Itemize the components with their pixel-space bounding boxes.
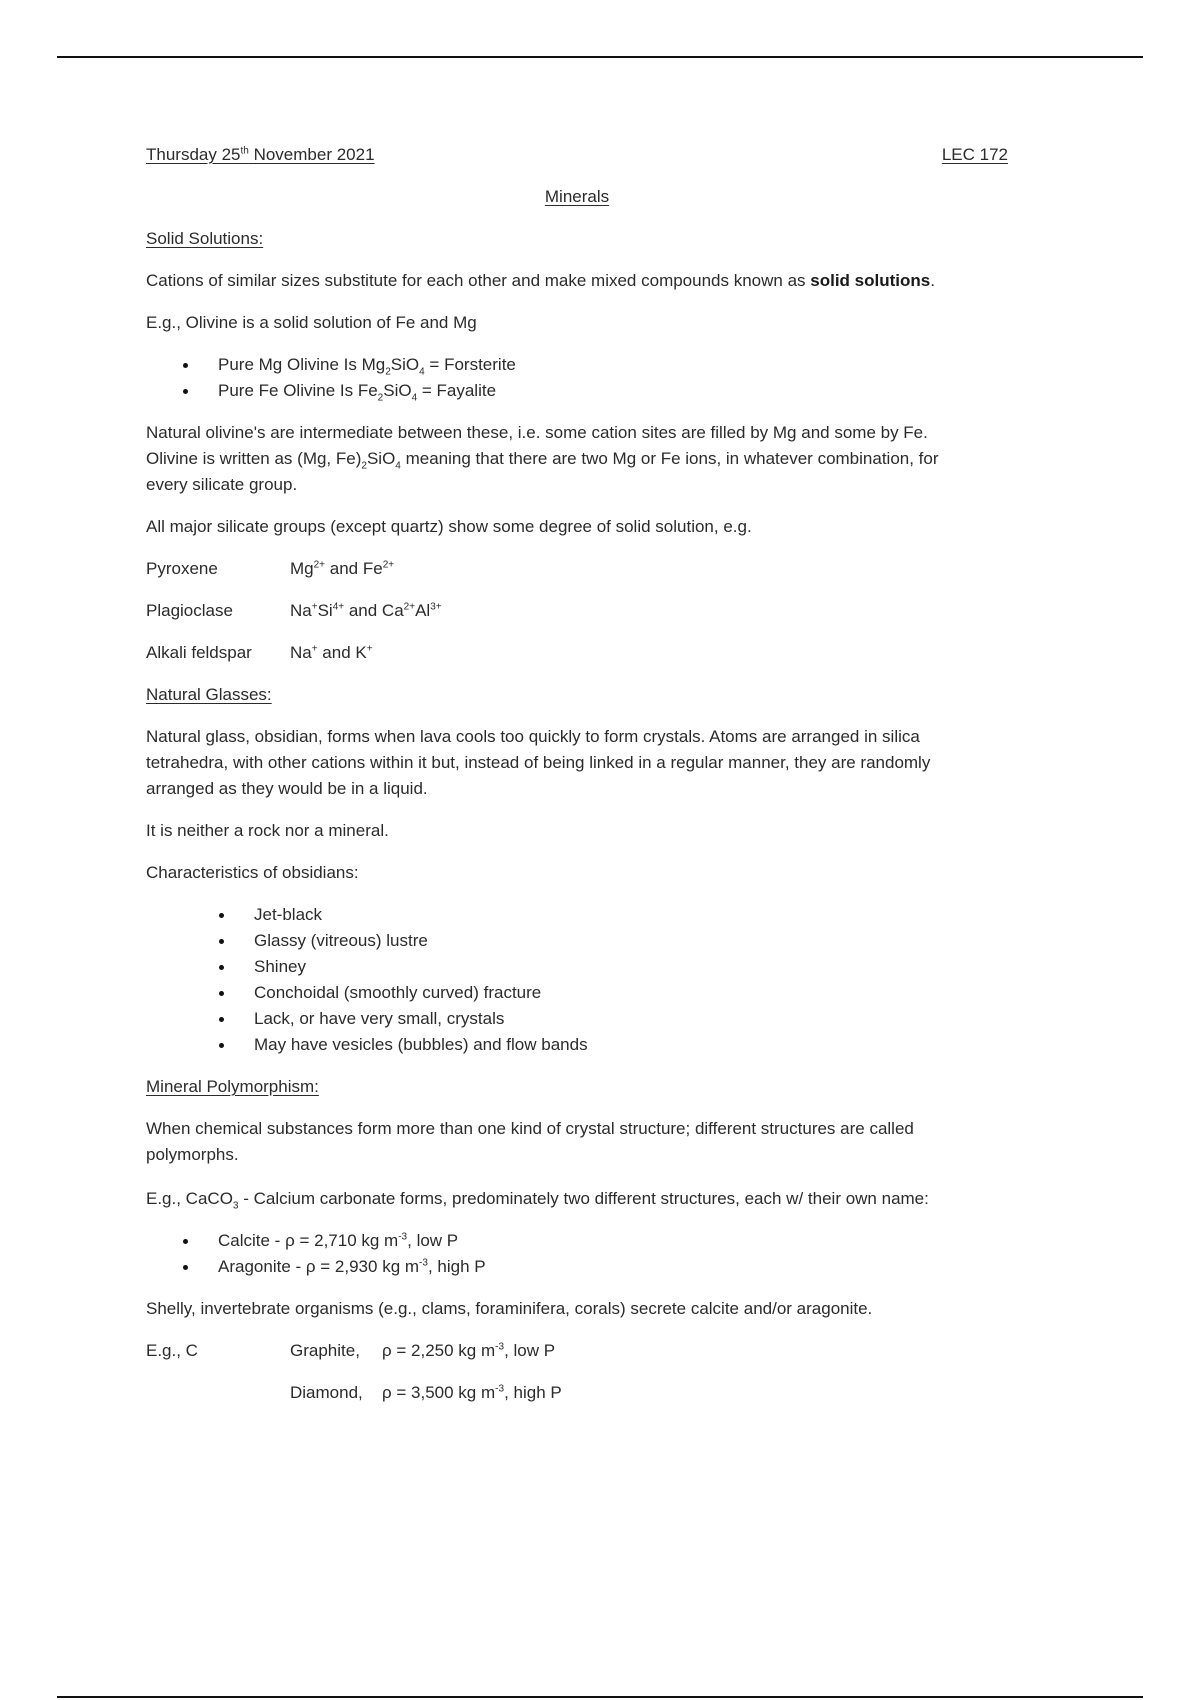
- section-heading-solid-solutions: Solid Solutions:: [146, 229, 264, 248]
- document-page: [146, 142, 1016, 1406]
- bullet-icon: [219, 965, 224, 970]
- header-row: [146, 142, 1008, 168]
- bullet-icon: [183, 1239, 188, 1244]
- bullet-icon: [219, 1043, 224, 1048]
- carbon-row-graphite: E.g., C Graphite, ρ = 2,250 kg $m^{-3}$, low P: [146, 1341, 556, 1360]
- lecture-date: Thursday 25th November 2021: [146, 145, 375, 164]
- olivine-example: E.g., Olivine is a solid solution of Fe and Mg: [146, 313, 477, 332]
- calcium-carbonate-example: E.g., CaCO$_3$ - Calcium carbonate forms, predominately two different structures, each w/ their own name:: [146, 1189, 929, 1212]
- list-item: Aragonite - ρ = 2,930 kg $m^{-3}$, high P: [146, 1254, 1016, 1280]
- page-title: Minerals: [544, 187, 610, 206]
- natural-olivine-paragraph: Natural olivine's are intermediate between these, i.e. some cation sites are filled by Mg and some by Fe. Olivine is written as (Mg, $Fe)_2SiO_4$ meaning that there are two Mg or Fe ions, in whatever combination, for every silicate group.: [146, 423, 939, 494]
- list-item: Shiney: [146, 954, 1016, 980]
- list-item: Conchoidal (smoothly curved) fracture: [146, 980, 1016, 1006]
- substitution-row-pyroxene: Pyroxene $Mg^{2+}$ and $Fe^{2+}$: [146, 559, 395, 578]
- list-item: Pure Mg Olivine Is $Mg_2SiO_4$ = Forsterite: [146, 352, 1016, 378]
- list-item: Pure Fe Olivine Is $Fe_2SiO_4$ = Fayalite: [146, 378, 1016, 404]
- list-item: May have vesicles (bubbles) and flow bands: [146, 1032, 1016, 1058]
- bullet-icon: [183, 1265, 188, 1270]
- list-item: Lack, or have very small, crystals: [146, 1006, 1016, 1032]
- bullet-icon: [183, 389, 188, 394]
- neither-rock-nor-mineral: It is neither a rock nor a mineral.: [146, 821, 389, 840]
- course-code: LEC 172: [941, 145, 1008, 164]
- substitution-row-plagioclase: Plagioclase $Na^+Si^{4+}$ and $Ca^{2+}Al^{3+}$: [146, 601, 442, 620]
- bottom-rule: [57, 1696, 1143, 1698]
- section-heading-natural-glasses: Natural Glasses:: [146, 685, 272, 704]
- polymorphism-paragraph: When chemical substances form more than one kind of crystal structure; different structures are called polymorphs.: [146, 1119, 914, 1164]
- top-rule: [57, 56, 1143, 58]
- carbon-row-diamond: Diamond, ρ = 3,500 kg $m^{-3}$, high P: [290, 1383, 562, 1402]
- list-item: Jet-black: [146, 902, 1016, 928]
- obsidian-characteristics-list: [146, 902, 1016, 1058]
- carbonate-polymorph-list: [146, 1228, 1016, 1280]
- bullet-icon: [219, 913, 224, 918]
- natural-glass-paragraph: Natural glass, obsidian, forms when lava cools too quickly to form crystals. Atoms are arranged in silica tetrahedra, with other cations within it but, instead of being linked in a regular manner, they are randomly arranged as they would be in a liquid.: [146, 727, 931, 798]
- bullet-icon: [219, 1017, 224, 1022]
- all-major-silicates: All major silicate groups (except quartz) show some degree of solid solution, e.g.: [146, 517, 752, 536]
- bullet-icon: [219, 939, 224, 944]
- shelly-organisms: Shelly, invertebrate organisms (e.g., clams, foraminifera, corals) secrete calcite and/or aragonite.: [146, 1299, 873, 1318]
- solid-solutions-intro: Cations of similar sizes substitute for each other and make mixed compounds known as solid solutions.: [146, 271, 935, 290]
- section-heading-polymorphism: Mineral Polymorphism:: [146, 1077, 319, 1096]
- bullet-icon: [183, 363, 188, 368]
- list-item: Glassy (vitreous) lustre: [146, 928, 1016, 954]
- bullet-icon: [219, 991, 224, 996]
- characteristics-label: Characteristics of obsidians:: [146, 863, 359, 882]
- substitution-row-alkali-feldspar: Alkali feldspar Na+ and K+: [146, 643, 373, 662]
- list-item: Calcite - ρ = 2,710 kg $m^{-3}$, low P: [146, 1228, 1016, 1254]
- olivine-bullet-list: [146, 352, 1016, 404]
